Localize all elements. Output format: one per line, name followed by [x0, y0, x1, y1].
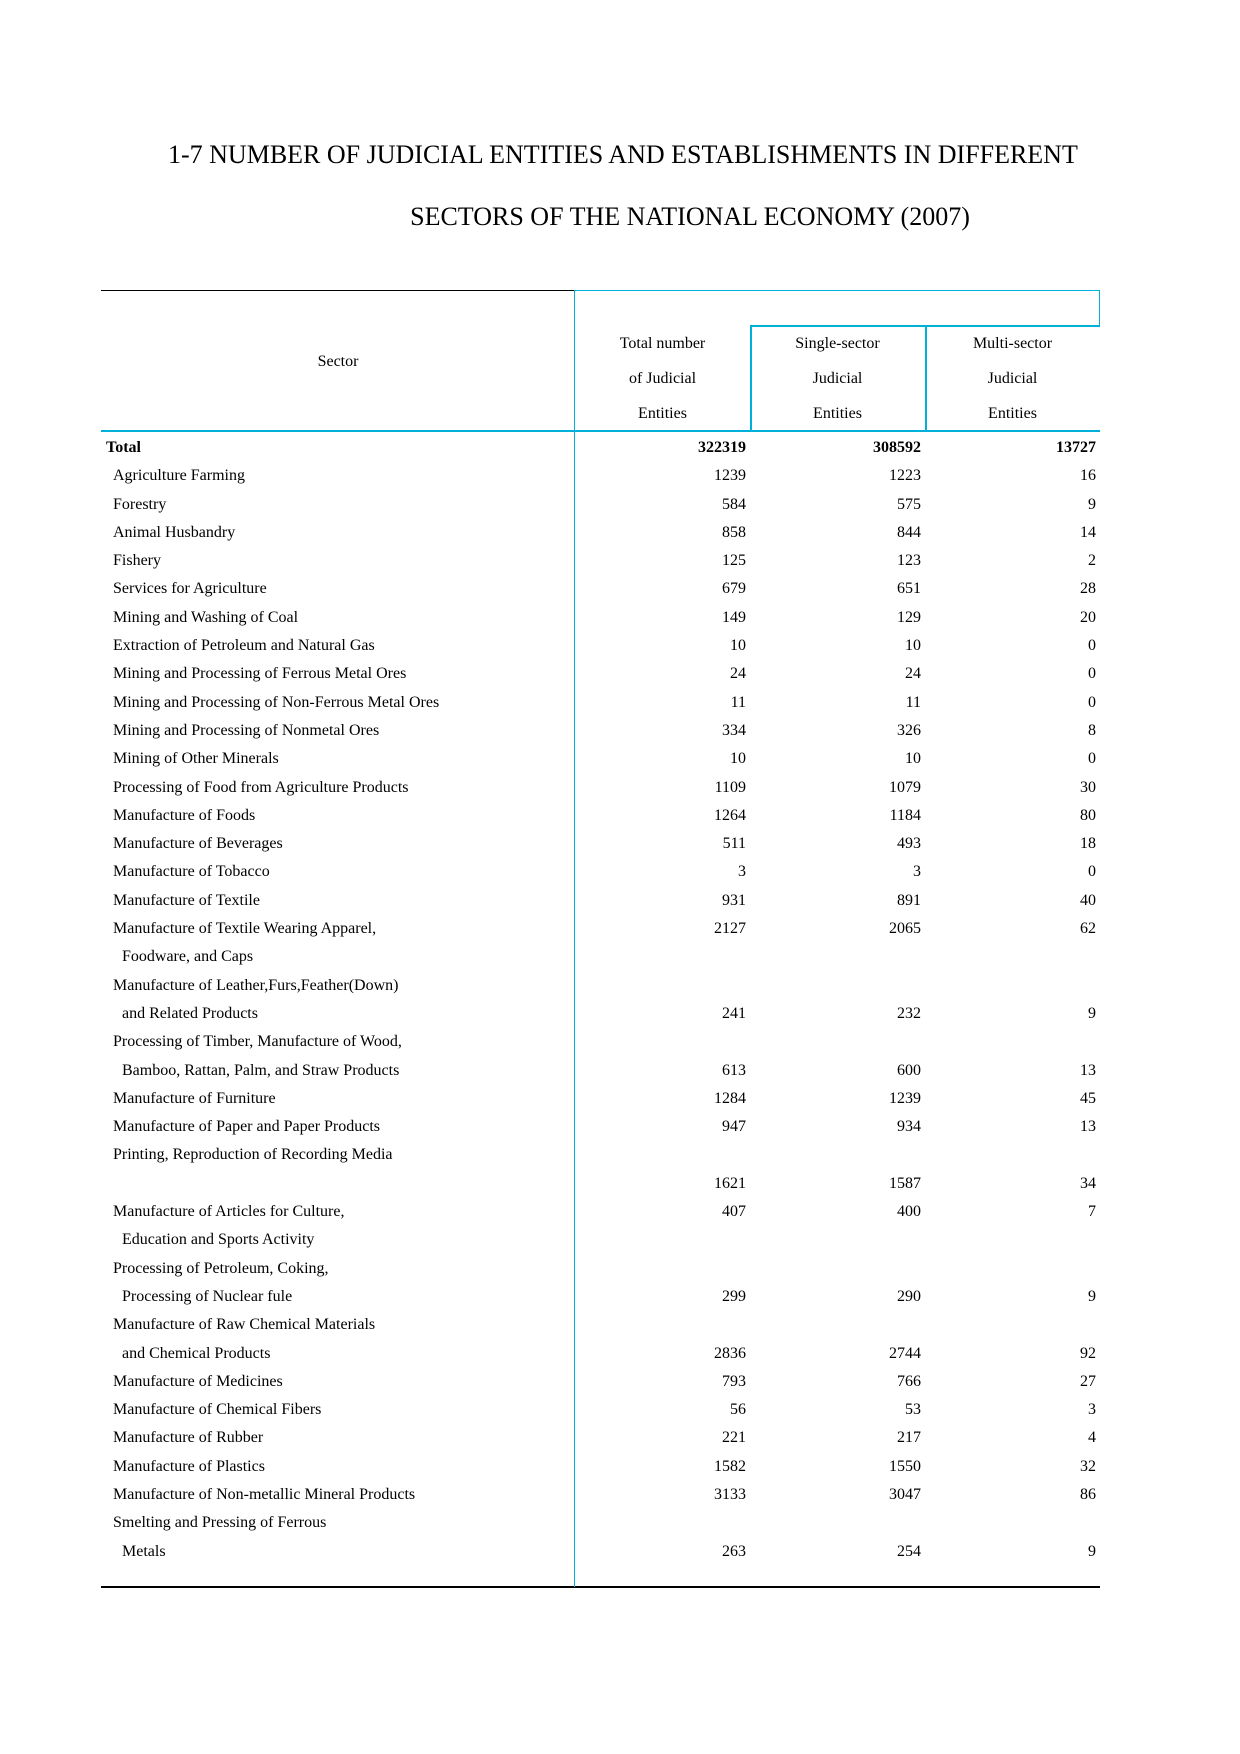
table-row — [101, 1509, 1100, 1537]
sector-cell: Forestry — [113, 495, 167, 513]
sector-cell: Processing of Timber, Manufacture of Wood, — [113, 1033, 402, 1051]
multi-sector-cell: 0 — [1088, 637, 1096, 655]
table-row — [101, 745, 1100, 773]
sector-cell: Manufacture of Plastics — [113, 1457, 265, 1475]
sector-cell: Fishery — [113, 552, 161, 570]
total-entities-cell: 511 — [722, 835, 746, 853]
table-row — [101, 802, 1100, 830]
total-entities-cell: 1239 — [714, 467, 746, 485]
table-row — [101, 1368, 1100, 1396]
table-row — [101, 491, 1100, 519]
single-sector-cell: 1079 — [889, 778, 921, 796]
table-row — [101, 1028, 1100, 1056]
total-row — [101, 434, 1100, 462]
table-row — [101, 632, 1100, 660]
table-row — [101, 1113, 1100, 1141]
sector-cell: Processing of Food from Agriculture Products — [113, 778, 409, 796]
total-entities-cell: 1264 — [714, 806, 746, 824]
multi-sector-cell: 0 — [1088, 693, 1096, 711]
total-entities-cell: 1284 — [714, 1089, 746, 1107]
multi-sector-cell: 4 — [1088, 1429, 1096, 1447]
sector-cell: Extraction of Petroleum and Natural Gas — [113, 637, 375, 655]
table-row — [101, 575, 1100, 603]
total-entities-cell: 221 — [722, 1429, 746, 1447]
sector-cell: Mining and Processing of Nonmetal Ores — [113, 721, 380, 739]
table-body — [101, 434, 1100, 1566]
sector-cell: Manufacture of Raw Chemical Materials — [113, 1316, 376, 1334]
single-sector-cell: 575 — [897, 495, 921, 513]
total-entities-cell: 2127 — [714, 920, 746, 938]
page-title-line-2: SECTORS OF THE NATIONAL ECONOMY (2007) — [410, 202, 970, 231]
total-entities-cell: 149 — [722, 608, 746, 626]
single-sector-cell: 232 — [897, 1004, 921, 1022]
table-row — [101, 830, 1100, 858]
table-bottom-rule — [101, 1586, 1100, 1588]
multi-sector-cell: 92 — [1080, 1344, 1096, 1362]
table-row — [101, 1198, 1100, 1226]
table-row — [101, 1538, 1100, 1566]
table-row — [101, 1141, 1100, 1169]
single-sector-cell: 891 — [897, 891, 921, 909]
sector-table — [101, 290, 1100, 1588]
sector-cell: Manufacture of Furniture — [113, 1089, 276, 1107]
total-entities-cell: 407 — [722, 1203, 746, 1221]
multi-sector-cell: 62 — [1080, 920, 1096, 938]
single-sector-cell: 3 — [913, 863, 921, 881]
single-sector-cell: 400 — [897, 1203, 921, 1221]
sector-cell: Mining and Washing of Coal — [113, 608, 299, 626]
table-row — [101, 1170, 1100, 1198]
sector-cell: Metals — [122, 1542, 166, 1560]
total-entities-cell: 679 — [722, 580, 746, 598]
table-row — [101, 1453, 1100, 1481]
sector-cell: Total — [106, 439, 141, 456]
single-sector-cell: 254 — [897, 1542, 921, 1560]
sector-cell: Manufacture of Beverages — [113, 835, 283, 853]
table-row — [101, 915, 1100, 943]
multi-sector-cell: 14 — [1080, 523, 1096, 541]
single-sector-cell: 3047 — [889, 1485, 921, 1503]
table-row — [101, 547, 1100, 575]
total-entities-cell: 858 — [722, 523, 746, 541]
single-sector-cell: 1239 — [889, 1089, 921, 1107]
sector-cell: Manufacture of Articles for Culture, — [113, 1203, 345, 1221]
total-entities-cell: 24 — [730, 665, 746, 683]
total-entities-cell: 613 — [722, 1061, 746, 1079]
table-row — [101, 1424, 1100, 1452]
table-row — [101, 1311, 1100, 1339]
multi-sector-cell: 32 — [1080, 1457, 1096, 1475]
total-entities-cell: 3 — [738, 863, 746, 881]
table-row — [101, 1057, 1100, 1085]
sector-cell: Manufacture of Leather,Furs,Feather(Down) — [113, 976, 399, 994]
single-sector-cell: 2744 — [889, 1344, 921, 1362]
sector-cell: Manufacture of Medicines — [113, 1372, 283, 1390]
table-row — [101, 1340, 1100, 1368]
table-row — [101, 717, 1100, 745]
sector-cell: Animal Husbandry — [113, 523, 236, 541]
table-row — [101, 1226, 1100, 1254]
total-entities-cell: 1582 — [714, 1457, 746, 1475]
table-row — [101, 1396, 1100, 1424]
table-row — [101, 1000, 1100, 1028]
single-sector-cell: 844 — [897, 523, 921, 541]
multi-sector-cell: 34 — [1080, 1174, 1096, 1192]
multi-sector-cell: 13727 — [1056, 439, 1096, 456]
single-sector-cell: 600 — [897, 1061, 921, 1079]
sector-header: Sector — [317, 353, 359, 370]
single-sector-cell: 10 — [905, 750, 921, 768]
single-sector-cell: 129 — [897, 608, 921, 626]
sector-cell: Manufacture of Paper and Paper Products — [113, 1118, 381, 1136]
single-sector-cell: 53 — [905, 1401, 921, 1419]
multi-sector-cell: 9 — [1088, 1004, 1096, 1022]
sector-cell: Agriculture Farming — [113, 467, 245, 485]
single-sector-cell: 24 — [905, 665, 921, 683]
multi-sector-cell: 40 — [1080, 891, 1096, 909]
multi-sector-cell: 0 — [1088, 665, 1096, 683]
sector-cell: Processing of Nuclear fule — [122, 1287, 293, 1305]
multi-sector-cell: 45 — [1080, 1089, 1096, 1107]
total-entities-cell: 2836 — [714, 1344, 746, 1362]
total-entities-cell: 334 — [722, 721, 746, 739]
table-row — [101, 1481, 1100, 1509]
multi-sector-cell: 8 — [1088, 721, 1096, 739]
table-row — [101, 519, 1100, 547]
multi-sector-cell: 16 — [1080, 467, 1096, 485]
table-row — [101, 1283, 1100, 1311]
multi-sector-cell: 80 — [1080, 806, 1096, 824]
multi-sector-cell: 27 — [1080, 1372, 1096, 1390]
single-sector-cell: 11 — [905, 693, 921, 711]
single-sector-cell: 1550 — [889, 1457, 921, 1475]
table-row — [101, 660, 1100, 688]
table-row — [101, 1085, 1100, 1113]
sector-cell: Manufacture of Textile Wearing Apparel, — [113, 920, 377, 938]
table-top-rule — [101, 290, 575, 291]
single-sector-cell: 651 — [897, 580, 921, 598]
multi-sector-cell: 0 — [1088, 750, 1096, 768]
table-row — [101, 604, 1100, 632]
total-entities-header: Total number of Judicial Entities — [619, 335, 706, 422]
table-row — [101, 1255, 1100, 1283]
sector-cell: Processing of Petroleum, Coking, — [113, 1259, 329, 1277]
table-row — [101, 858, 1100, 886]
single-sector-cell: 1587 — [889, 1174, 921, 1192]
sector-cell: Manufacture of Tobacco — [113, 863, 270, 881]
single-sector-cell: 934 — [897, 1118, 921, 1136]
page-title-line-1: 1-7 NUMBER OF JUDICIAL ENTITIES AND ESTABLISHMENTS IN DIFFERENT — [168, 140, 1078, 169]
single-sector-cell: 766 — [897, 1372, 921, 1390]
sector-cell: Services for Agriculture — [113, 580, 267, 598]
sector-cell: Mining and Processing of Non-Ferrous Metal Ores — [113, 693, 440, 711]
total-entities-cell: 1621 — [714, 1174, 746, 1192]
table-row — [101, 689, 1100, 717]
sector-cell: Mining of Other Minerals — [113, 750, 279, 768]
header-top-rule — [575, 290, 1100, 291]
table-row — [101, 462, 1100, 490]
sector-cell: Smelting and Pressing of Ferrous — [113, 1514, 327, 1532]
sector-cell: Manufacture of Rubber — [113, 1429, 264, 1447]
sector-cell: Mining and Processing of Ferrous Metal Ores — [113, 665, 407, 683]
multi-sector-cell: 13 — [1080, 1118, 1096, 1136]
multi-sector-cell: 9 — [1088, 495, 1096, 513]
multi-sector-cell: 13 — [1080, 1061, 1096, 1079]
total-entities-cell: 125 — [722, 552, 746, 570]
total-entities-cell: 10 — [730, 637, 746, 655]
total-entities-cell: 1109 — [714, 778, 746, 796]
sector-cell: and Chemical Products — [122, 1344, 271, 1362]
header-right-border — [1099, 290, 1100, 327]
table-row — [101, 972, 1100, 1000]
multi-sector-cell: 7 — [1088, 1203, 1096, 1221]
single-sector-cell: 1223 — [889, 467, 921, 485]
single-sector-cell: 1184 — [889, 806, 921, 824]
multi-sector-cell: 2 — [1088, 552, 1096, 570]
total-entities-cell: 793 — [722, 1372, 746, 1390]
total-entities-cell: 584 — [722, 495, 746, 513]
sector-cell: Manufacture of Chemical Fibers — [113, 1401, 322, 1419]
single-sector-cell: 308592 — [873, 439, 921, 456]
sector-cell: Foodware, and Caps — [122, 948, 254, 966]
single-sector-cell: 326 — [897, 721, 921, 739]
single-sector-cell: 290 — [897, 1287, 921, 1305]
multi-sector-cell: 0 — [1088, 863, 1096, 881]
multi-sector-cell: 3 — [1088, 1401, 1096, 1419]
single-sector-cell: 123 — [897, 552, 921, 570]
single-sector-cell: 10 — [905, 637, 921, 655]
single-sector-cell: 2065 — [889, 920, 921, 938]
multi-sector-cell: 9 — [1088, 1287, 1096, 1305]
total-entities-cell: 10 — [730, 750, 746, 768]
multi-sector-cell: 30 — [1080, 778, 1096, 796]
total-entities-cell: 11 — [730, 693, 746, 711]
multi-sector-cell: 9 — [1088, 1542, 1096, 1560]
sector-cell: Bamboo, Rattan, Palm, and Straw Products — [122, 1061, 400, 1079]
multi-sector-cell: 20 — [1080, 608, 1096, 626]
total-entities-cell: 263 — [722, 1542, 746, 1560]
sector-cell: Printing, Reproduction of Recording Media — [113, 1146, 393, 1164]
multi-sector-cell: 28 — [1080, 580, 1096, 598]
table-row — [101, 774, 1100, 802]
multi-sector-cell: 18 — [1080, 835, 1096, 853]
sector-cell: Manufacture of Textile — [113, 891, 260, 909]
multi-sector-header: Multi-sector Judicial Entities — [972, 335, 1053, 422]
multi-sector-cell: 86 — [1080, 1485, 1096, 1503]
sector-cell: and Related Products — [122, 1004, 258, 1022]
total-entities-cell: 322319 — [698, 439, 746, 456]
table-row — [101, 887, 1100, 915]
sector-cell: Manufacture of Foods — [113, 806, 256, 824]
single-sector-header: Single-sector Judicial Entities — [795, 335, 880, 422]
total-entities-cell: 56 — [730, 1401, 746, 1419]
sector-cell: Education and Sports Activity — [122, 1231, 315, 1249]
total-entities-cell: 3133 — [714, 1485, 746, 1503]
single-sector-cell: 217 — [897, 1429, 921, 1447]
total-entities-cell: 241 — [722, 1004, 746, 1022]
single-sector-cell: 493 — [897, 835, 921, 853]
total-entities-cell: 947 — [722, 1118, 746, 1136]
total-entities-cell: 299 — [722, 1287, 746, 1305]
table-row — [101, 943, 1100, 971]
sector-cell: Manufacture of Non-metallic Mineral Products — [113, 1485, 416, 1503]
total-entities-cell: 931 — [722, 891, 746, 909]
